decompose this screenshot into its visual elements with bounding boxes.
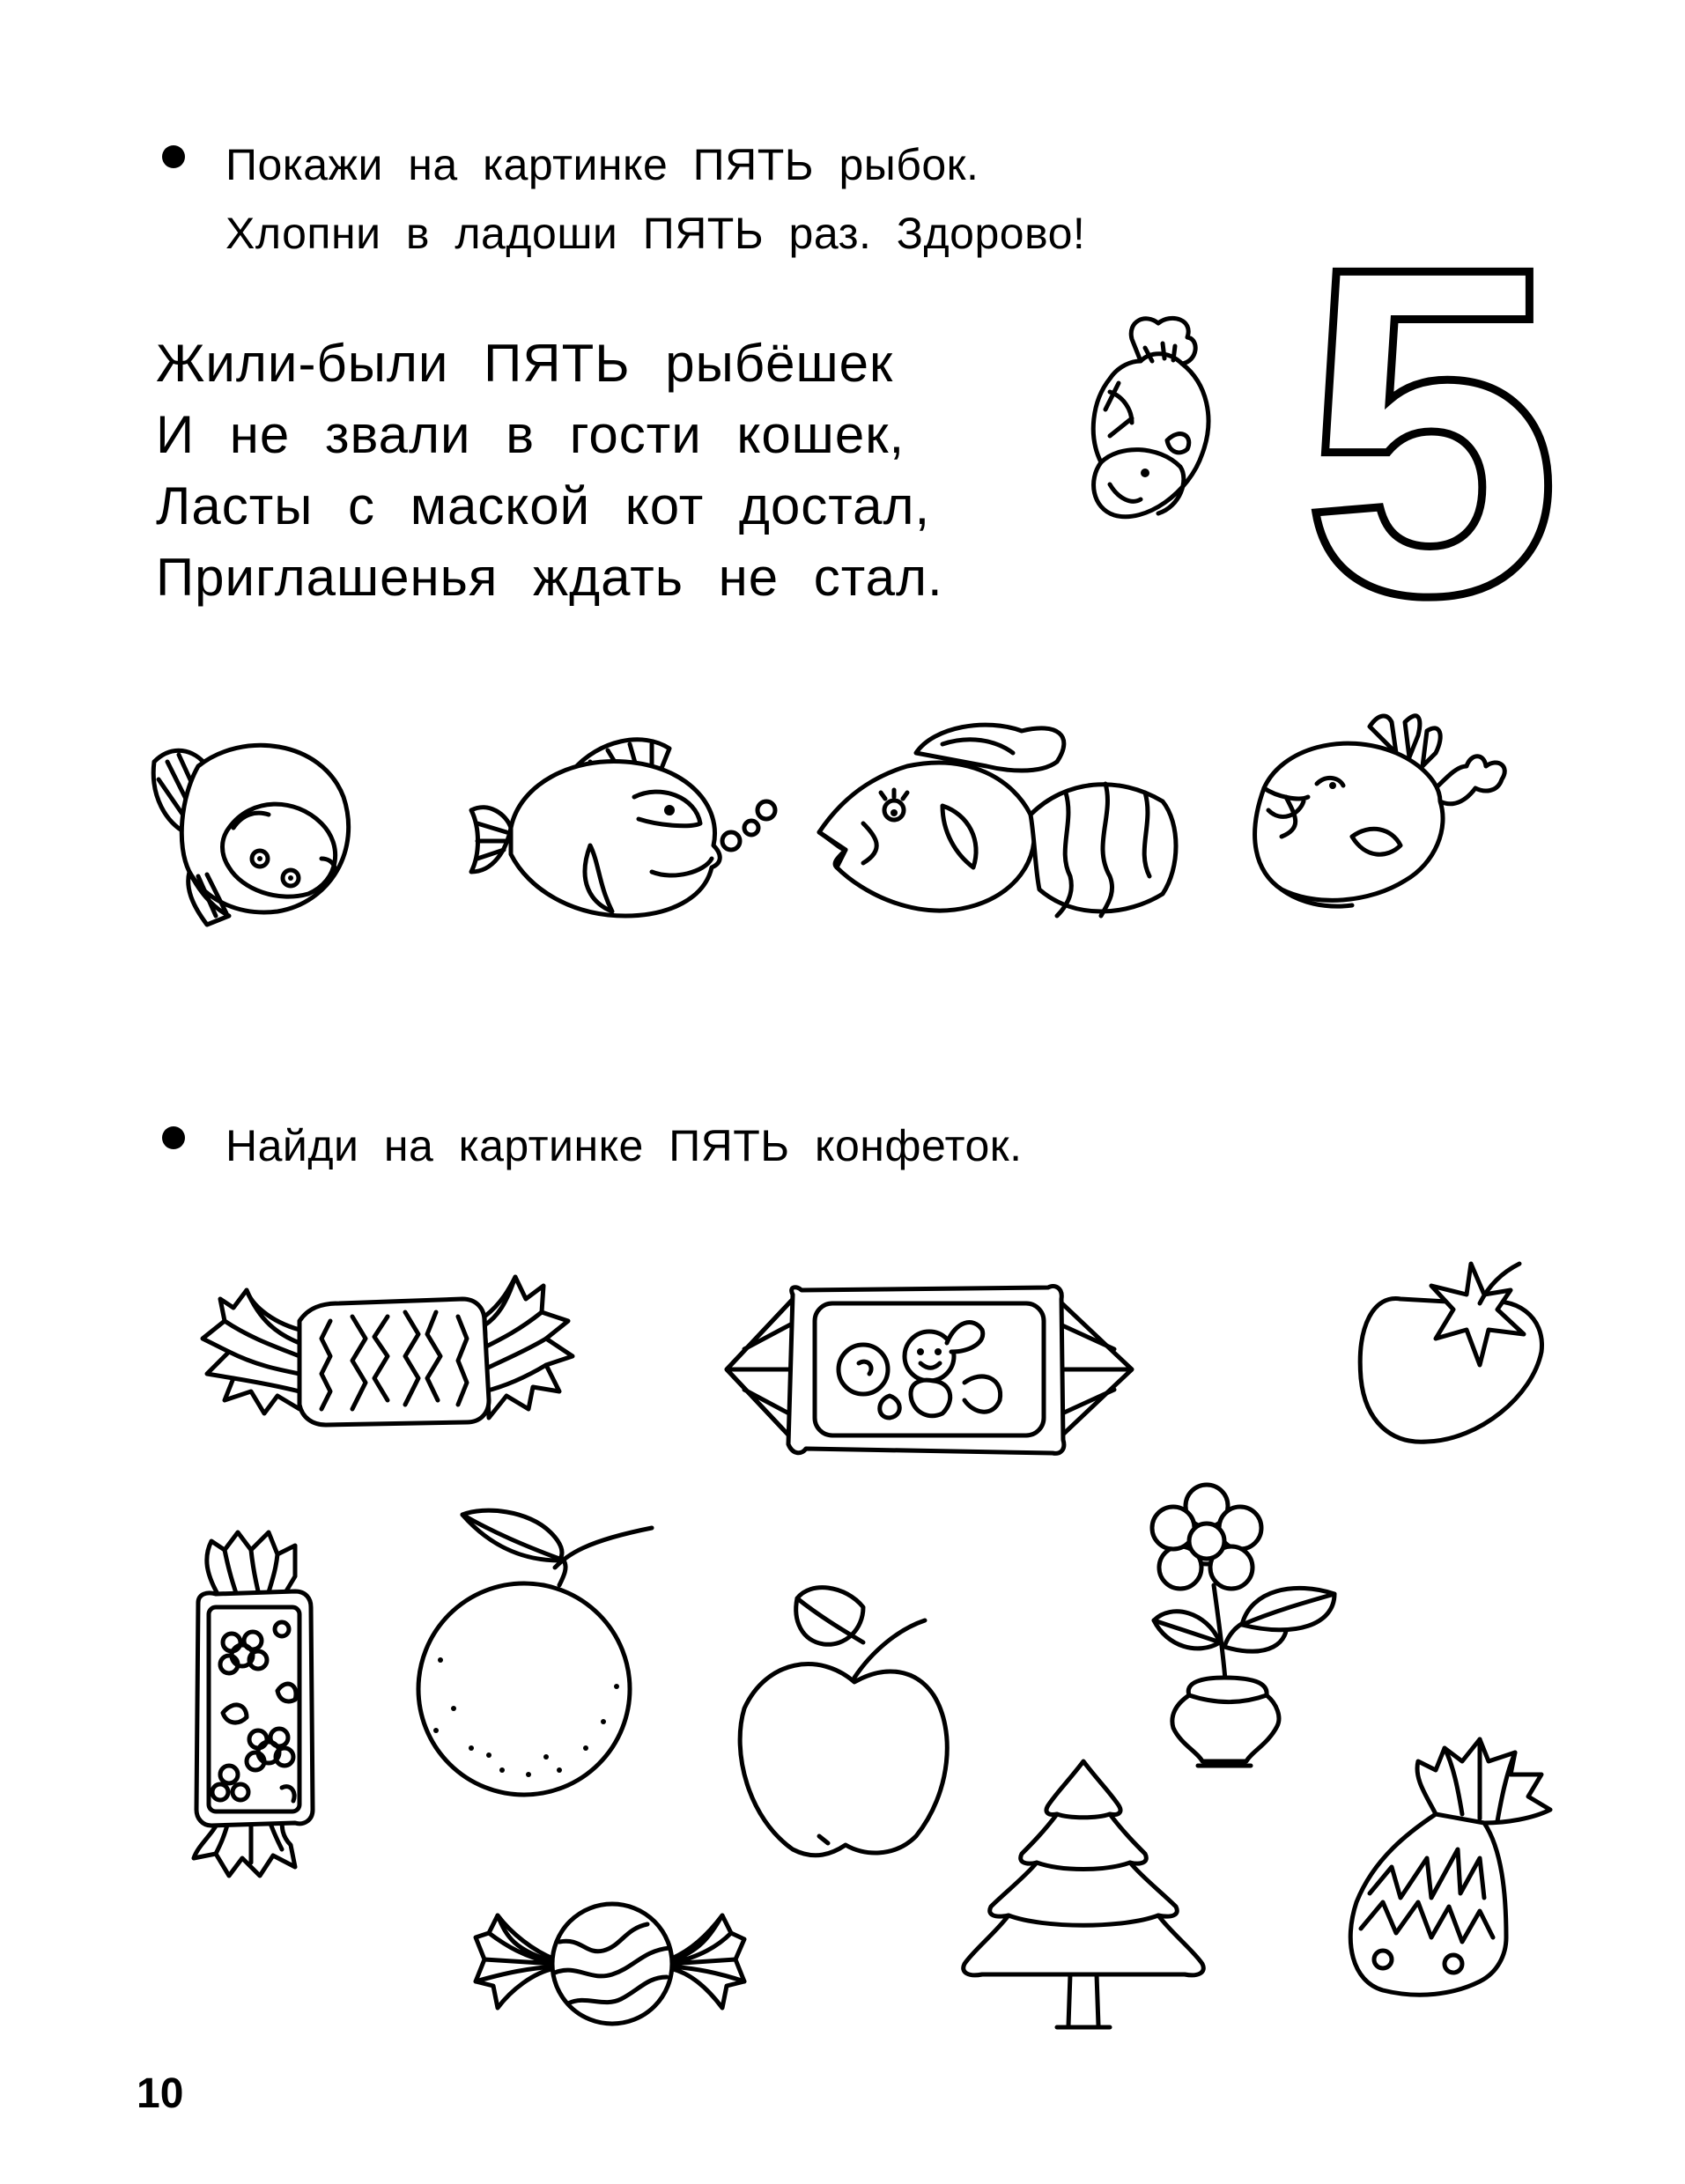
candy-instruction-text: Найди на картинке ПЯТЬ конфеток.: [225, 1121, 1023, 1170]
poem-line-4: Приглашенья ждать не стал.: [156, 548, 943, 607]
fir-tree-icon: [956, 1752, 1211, 2043]
page-number: 10: [137, 2070, 184, 2117]
fish-icon: [458, 731, 793, 933]
fish-icon: [1246, 705, 1511, 925]
fish-icon: [145, 727, 357, 938]
apple-icon: [731, 1581, 978, 1880]
bag-candy-icon: [1330, 1726, 1568, 2008]
fish-small-icon: [1083, 313, 1260, 550]
candy-instruction: [162, 1111, 1023, 1180]
big-numeral-five: [1295, 171, 1577, 692]
strawberry-icon: [1348, 1255, 1559, 1457]
fish-instruction-line-1: Покажи на картинке ПЯТЬ рыбок.: [225, 140, 979, 189]
candy-icon: [198, 1268, 586, 1462]
fish-icon: [810, 718, 1198, 938]
poem-line-3: Ласты с маской кот достал,: [156, 476, 931, 535]
poem: [156, 328, 943, 613]
candy-icon: [471, 1876, 753, 2052]
fish-instruction: [162, 130, 1085, 268]
bunny-candy-icon: [718, 1268, 1141, 1471]
bullet-point: [162, 145, 185, 168]
poem-line-2: И не звали в гости кошек,: [156, 405, 905, 464]
fish-instruction-line-2: Хлопни в ладоши ПЯТЬ раз. Здорово!: [225, 209, 1086, 258]
numeral-text: 5: [1301, 171, 1562, 692]
bullet-point: [162, 1126, 185, 1149]
orange-icon: [405, 1506, 669, 1805]
poem-line-1: Жили-были ПЯТЬ рыбёшек: [156, 334, 894, 393]
flower-candy-icon: [172, 1528, 348, 1880]
